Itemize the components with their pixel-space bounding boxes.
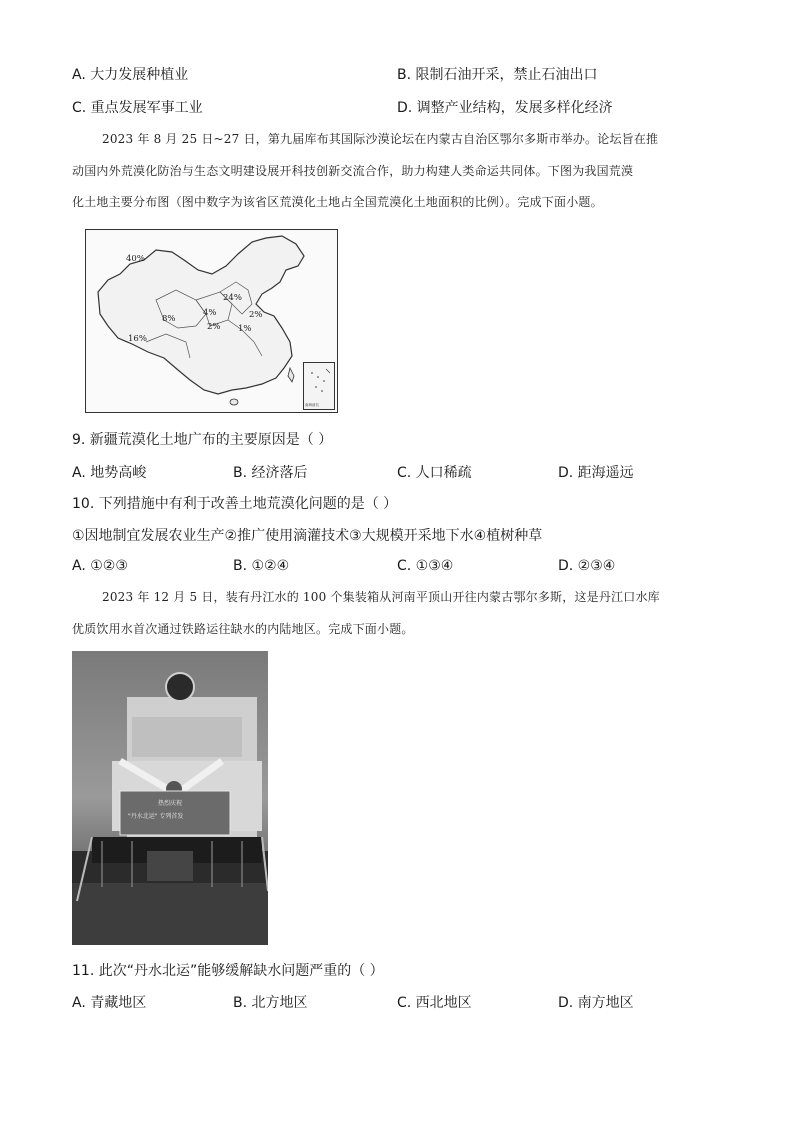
desertification-map bbox=[85, 229, 338, 413]
q10-option-c[interactable]: C. ①③④ bbox=[397, 558, 454, 574]
banner-line2: "丹水北运" 专列首发 bbox=[128, 813, 184, 820]
q9-option-d[interactable]: D. 距海遥远 bbox=[558, 465, 634, 481]
passage1-line3: 化土地主要分布图（图中数字为该省区荒漠化土地占全国荒漠化土地面积的比例）。完成下面小题。 bbox=[72, 195, 603, 209]
q9-option-a[interactable]: A. 地势高峻 bbox=[72, 465, 147, 481]
q10-stem: 10. 下列措施中有利于改善土地荒漠化问题的是（ ） bbox=[72, 496, 398, 512]
map-label-tibet-north: 8% bbox=[162, 314, 176, 324]
q10-option-b[interactable]: B. ①②④ bbox=[233, 558, 290, 574]
passage2-line1: 2023 年 12 月 5 日，装有丹江水的 100 个集装箱从河南平顶山开往内蒙古鄂尔多斯，这是丹江口水库 bbox=[102, 590, 660, 604]
q8-option-a[interactable]: A. 大力发展种植业 bbox=[72, 67, 189, 83]
q11-option-c[interactable]: C. 西北地区 bbox=[397, 995, 472, 1011]
q9-option-b[interactable]: B. 经济落后 bbox=[233, 465, 308, 481]
q8-options-row-2 bbox=[72, 99, 752, 119]
map-label-shanxi: 1% bbox=[238, 324, 252, 334]
q10-option-a[interactable]: A. ①②③ bbox=[72, 558, 128, 574]
q11-options bbox=[72, 994, 752, 1014]
passage1-line2: 动国内外荒漠化防治与生态文明建设展开科技创新交流合作，助力构建人类命运共同体。下图为我国荒漠 bbox=[72, 164, 634, 178]
map-label-gansu: 4% bbox=[203, 308, 217, 318]
q9-options bbox=[72, 464, 752, 484]
q8-options-row-1 bbox=[72, 66, 752, 86]
map-label-xinjiang: 40% bbox=[126, 254, 145, 264]
passage2-line2: 优质饮用水首次通过铁路运往缺水的内陆地区。完成下面小题。 bbox=[72, 622, 414, 636]
q8-option-b[interactable]: B. 限制石油开采，禁止石油出口 bbox=[397, 67, 598, 83]
map-label-ningxia: 2% bbox=[207, 322, 221, 332]
q8-option-c[interactable]: C. 重点发展军事工业 bbox=[72, 100, 203, 116]
inset-caption: 南海诸岛 bbox=[305, 403, 319, 407]
south-china-sea-inset bbox=[303, 362, 335, 410]
q8-option-d[interactable]: D. 调整产业结构，发展多样化经济 bbox=[397, 100, 613, 116]
q10-options bbox=[72, 557, 752, 577]
q11-option-a[interactable]: A. 青藏地区 bbox=[72, 995, 147, 1011]
q11-option-b[interactable]: B. 北方地区 bbox=[233, 995, 308, 1011]
china-outline-svg bbox=[86, 230, 337, 412]
q11-stem: 11. 此次“丹水北运”能够缓解缺水问题严重的（ ） bbox=[72, 963, 384, 979]
q9-stem: 9. 新疆荒漠化土地广布的主要原因是（ ） bbox=[72, 432, 333, 448]
q11-option-d[interactable]: D. 南方地区 bbox=[558, 995, 634, 1011]
passage1-line1: 2023 年 8 月 25 日~27 日，第九届库布其国际沙漠论坛在内蒙古自治区鄂尔多斯市举办。论坛旨在推 bbox=[102, 132, 659, 146]
q9-option-c[interactable]: C. 人口稀疏 bbox=[397, 465, 472, 481]
banner-line1: 热烈庆祝 bbox=[158, 800, 183, 807]
q10-option-d[interactable]: D. ②③④ bbox=[558, 558, 616, 574]
map-label-shaanxi: 2% bbox=[249, 310, 263, 320]
map-label-inner-mongolia: 24% bbox=[223, 293, 242, 303]
train-photo bbox=[72, 651, 268, 945]
q10-statements: ①因地制宜发展农业生产②推广使用滴灌技术③大规模开采地下水④植树种草 bbox=[72, 528, 543, 544]
map-label-tibet: 16% bbox=[128, 334, 147, 344]
